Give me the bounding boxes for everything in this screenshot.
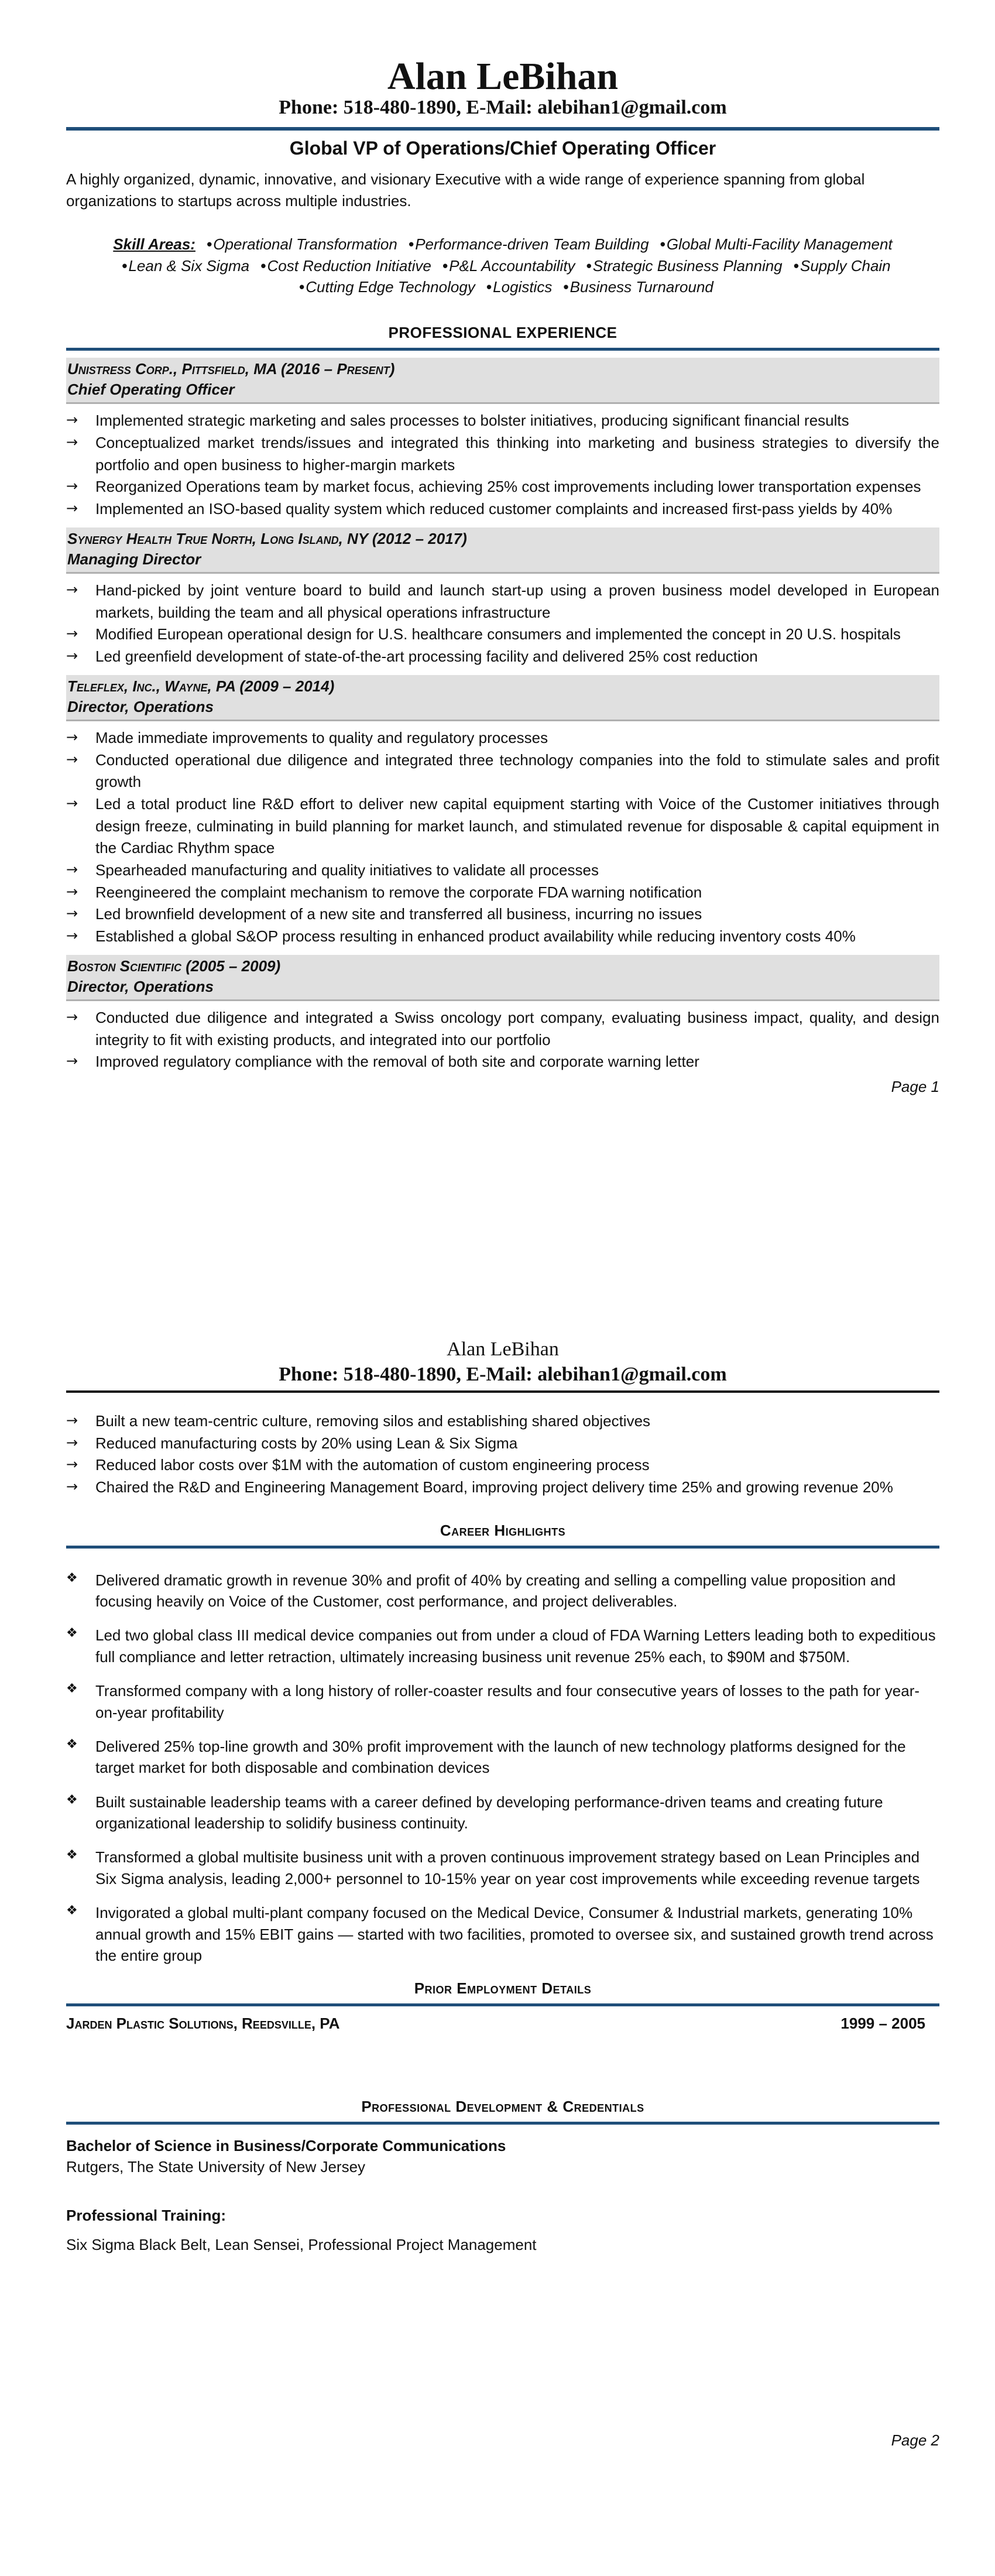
list-item: → Led a total product line R&D effort to deliver new capital equipment starting with Voice of the Customer initiatives through design freeze, culminating in build planning for market launch, and stimulated revenue for disposable & capital equipment in the Cardiac Rhythm space	[66, 793, 939, 859]
skill-item: • Operational Transformation	[200, 235, 397, 253]
skill-item: • Strategic Business Planning	[579, 257, 783, 275]
job-company: Synergy Health True North, Long Island, NY (2012 – 2017)	[67, 529, 467, 547]
skill-item: • Lean & Six Sigma	[115, 257, 249, 275]
job-header	[66, 527, 939, 574]
diamond-bullet-icon: ❖	[66, 1570, 78, 1585]
right-arrow-icon: →	[66, 751, 78, 768]
career-highlights-list	[66, 1570, 939, 1967]
candidate-name: Alan LeBihan	[387, 55, 619, 98]
right-arrow-icon: →	[66, 434, 78, 451]
list-item: → Chaired the R&D and Engineering Management Board, improving project delivery time 25% and growing revenue 20%	[66, 1477, 939, 1499]
diamond-bullet-icon: ❖	[66, 1848, 78, 1863]
skill-item: • Logistics	[479, 278, 552, 296]
prior-employment-row	[66, 2015, 939, 2033]
right-arrow-icon: →	[66, 1478, 78, 1495]
right-arrow-icon: →	[66, 927, 78, 944]
job-entry	[66, 358, 939, 520]
list-item: ❖ Transformed company with a long history of roller-coaster results and four consecutive years of losses to the path for year-on-year profitability	[66, 1681, 920, 1721]
prior-dates: 1999 – 2005	[840, 2015, 925, 2033]
list-item: → Hand-picked by joint venture board to build and launch start-up using a proven business model developed in European markets, building the team and all physical operations infrastructure	[66, 580, 939, 624]
credentials-title: Professional Development & Credentials	[361, 2098, 644, 2116]
job-bullets	[66, 1007, 939, 1073]
right-arrow-icon: →	[66, 883, 78, 900]
diamond-bullet-icon: ❖	[66, 1736, 78, 1752]
right-arrow-icon: →	[66, 1456, 78, 1473]
list-item: → Modified European operational design for U.S. healthcare consumers and implemented the concept in 20 U.S. hospitals	[66, 624, 939, 646]
list-item: ❖ Transformed a global multisite business unit with a proven continuous improvement strategy based on Lean Principles and Six Sigma analysis, leading 2,000+ personnel to 10-15% year on year cost improvements while exceeding revenue targets	[66, 1848, 920, 1888]
page-number: Page 2	[891, 2431, 939, 2449]
header-divider	[66, 127, 939, 131]
job-entry	[66, 527, 939, 668]
resume-page-2	[66, 1337, 939, 2450]
contact-line: Phone: 518-480-1890, E-Mail: alebihan1@gmail.com	[279, 1363, 727, 1385]
list-item: → Conceptualized market trends/issues and integrated this thinking into marketing and business strategies to diversify the portfolio and open business to higher-margin markets	[66, 432, 939, 476]
job-title: Director, Operations	[67, 697, 214, 715]
skill-areas	[66, 234, 939, 297]
list-item: → Led greenfield development of state-of-the-art processing facility and delivered 25% cost reduction	[66, 646, 939, 668]
list-item: → Implemented strategic marketing and sales processes to bolster initiatives, producing significant financial results	[66, 410, 939, 432]
list-item: → Made immediate improvements to quality and regulatory processes	[66, 727, 939, 749]
diamond-bullet-icon: ❖	[66, 1681, 78, 1697]
list-item: → Implemented an ISO-based quality system which reduced customer complaints and increased first-pass yields by 40%	[66, 498, 939, 520]
right-arrow-icon: →	[66, 1434, 78, 1451]
list-item: → Led brownfield development of a new site and transferred all business, incurring no issues	[66, 903, 939, 926]
right-arrow-icon: →	[66, 794, 78, 811]
skill-item: • P&L Accountability	[435, 257, 575, 275]
job-title: Chief Operating Officer	[67, 381, 235, 399]
job-bullets	[66, 580, 939, 668]
training-label: Professional Training:	[66, 2206, 227, 2224]
candidate-name: Alan LeBihan	[447, 1338, 559, 1360]
job-title: Managing Director	[67, 550, 201, 568]
right-arrow-icon: →	[66, 1412, 78, 1429]
summary-paragraph: A highly organized, dynamic, innovative, and visionary Executive with a wide range of experience spanning from global organizations to startups across multiple industries.	[66, 170, 865, 210]
page-number: Page 1	[891, 1078, 939, 1096]
right-arrow-icon: →	[66, 412, 78, 429]
list-item: → Spearheaded manufacturing and quality initiatives to validate all processes	[66, 859, 939, 882]
diamond-bullet-icon: ❖	[66, 1792, 78, 1807]
list-item: ❖ Built sustainable leadership teams with a career defined by developing performance-driven teams and creating future organizational leadership to solidify business continuity.	[66, 1792, 883, 1832]
right-arrow-icon: →	[66, 648, 78, 664]
skill-item: • Global Multi-Facility Management	[653, 235, 893, 253]
experience-section-title: PROFESSIONAL EXPERIENCE	[388, 324, 617, 342]
list-item: → Reduced manufacturing costs by 20% using Lean & Six Sigma	[66, 1433, 939, 1455]
resume-page-1	[66, 57, 939, 1096]
diamond-bullet-icon: ❖	[66, 1903, 78, 1919]
skill-item: • Cost Reduction Initiative	[253, 257, 431, 275]
list-item: → Reengineered the complaint mechanism to remove the corporate FDA warning notification	[66, 882, 939, 904]
list-item: ❖ Delivered 25% top-line growth and 30% profit improvement with the launch of new technology platforms designed for the target market for both disposable and combination devices	[66, 1736, 906, 1777]
list-item: ❖ Delivered dramatic growth in revenue 30% and profit of 40% by creating and selling a compelling value proposition and focusing heavily on Voice of the Customer, cost performance, and project deliverables.	[66, 1570, 896, 1610]
right-arrow-icon: →	[66, 581, 78, 598]
list-item: → Conducted operational due diligence and integrated three technology companies into the fold to stimulate sales and profit growth	[66, 749, 939, 793]
job-header	[66, 675, 939, 721]
skill-item: • Performance-driven Team Building	[402, 235, 649, 253]
job-bullets	[66, 410, 939, 520]
headline-title: Global VP of Operations/Chief Operating Officer	[289, 137, 716, 159]
job-company: Teleflex, Inc., Wayne, PA (2009 – 2014)	[67, 677, 335, 695]
list-item: → Conducted due diligence and integrated a Swiss oncology port company, evaluating business impact, quality, and design integrity to fit with existing products, and integrated into our portfolio	[66, 1007, 939, 1051]
degree: Bachelor of Science in Business/Corporate Communications	[66, 2137, 506, 2154]
right-arrow-icon: →	[66, 861, 78, 878]
job-company: Unistress Corp., Pittsfield, MA (2016 – Present)	[67, 360, 395, 378]
contact-line: Phone: 518-480-1890, E-Mail: alebihan1@gmail.com	[279, 97, 727, 118]
list-item: → Established a global S&OP process resulting in enhanced product availability while reducing inventory costs 40%	[66, 926, 939, 948]
job-title: Director, Operations	[67, 977, 214, 995]
list-item: ❖ Invigorated a global multi-plant company focused on the Medical Device, Consumer & Industrial markets, generating 10% annual growth and 15% EBIT gains — started with two facilities, promoted to oversee six, and sustained growth trend across the entire group	[66, 1903, 934, 1965]
section-divider	[66, 348, 939, 351]
continued-bullets	[66, 1410, 939, 1499]
prior-employment-title: Prior Employment Details	[414, 1979, 592, 1998]
right-arrow-icon: →	[66, 478, 78, 495]
section-divider	[66, 2003, 939, 2006]
diamond-bullet-icon: ❖	[66, 1626, 78, 1641]
skill-item: • Cutting Edge Technology	[292, 278, 475, 296]
right-arrow-icon: →	[66, 625, 78, 642]
right-arrow-icon: →	[66, 728, 78, 745]
job-entry	[66, 675, 939, 948]
right-arrow-icon: →	[66, 905, 78, 922]
job-header	[66, 955, 939, 1001]
job-header	[66, 358, 939, 404]
skill-areas-label: Skill Areas:	[113, 235, 195, 254]
job-bullets	[66, 727, 939, 948]
right-arrow-icon: →	[66, 1008, 78, 1025]
section-divider	[66, 1546, 939, 1549]
list-item: → Reorganized Operations team by market focus, achieving 25% cost improvements including lower transportation expenses	[66, 476, 939, 498]
list-item: ❖ Led two global class III medical device companies out from under a cloud of FDA Warning Letters leading both to expeditious full compliance and letter retraction, ultimately increasing business unit revenue 25% each, to $90M and $750M.	[66, 1626, 936, 1666]
job-company: Boston Scientific (2005 – 2009)	[67, 957, 281, 975]
list-item: → Built a new team-centric culture, removing silos and establishing shared objectives	[66, 1410, 939, 1433]
header-divider	[66, 1390, 939, 1393]
right-arrow-icon: →	[66, 500, 78, 517]
career-highlights-title: Career Highlights	[440, 1521, 566, 1539]
school: Rutgers, The State University of New Jersey	[66, 2158, 366, 2176]
right-arrow-icon: →	[66, 1053, 78, 1070]
list-item: → Improved regulatory compliance with the removal of both site and corporate warning letter	[66, 1051, 939, 1073]
section-divider	[66, 2122, 939, 2125]
training-list: Six Sigma Black Belt, Lean Sensei, Professional Project Management	[66, 2236, 537, 2254]
skill-item: • Business Turnaround	[557, 278, 713, 296]
skill-item: • Supply Chain	[787, 257, 891, 275]
job-entry	[66, 955, 939, 1073]
list-item: → Reduced labor costs over $1M with the automation of custom engineering process	[66, 1454, 939, 1477]
prior-company: Jarden Plastic Solutions, Reedsville, PA	[66, 2015, 340, 2033]
